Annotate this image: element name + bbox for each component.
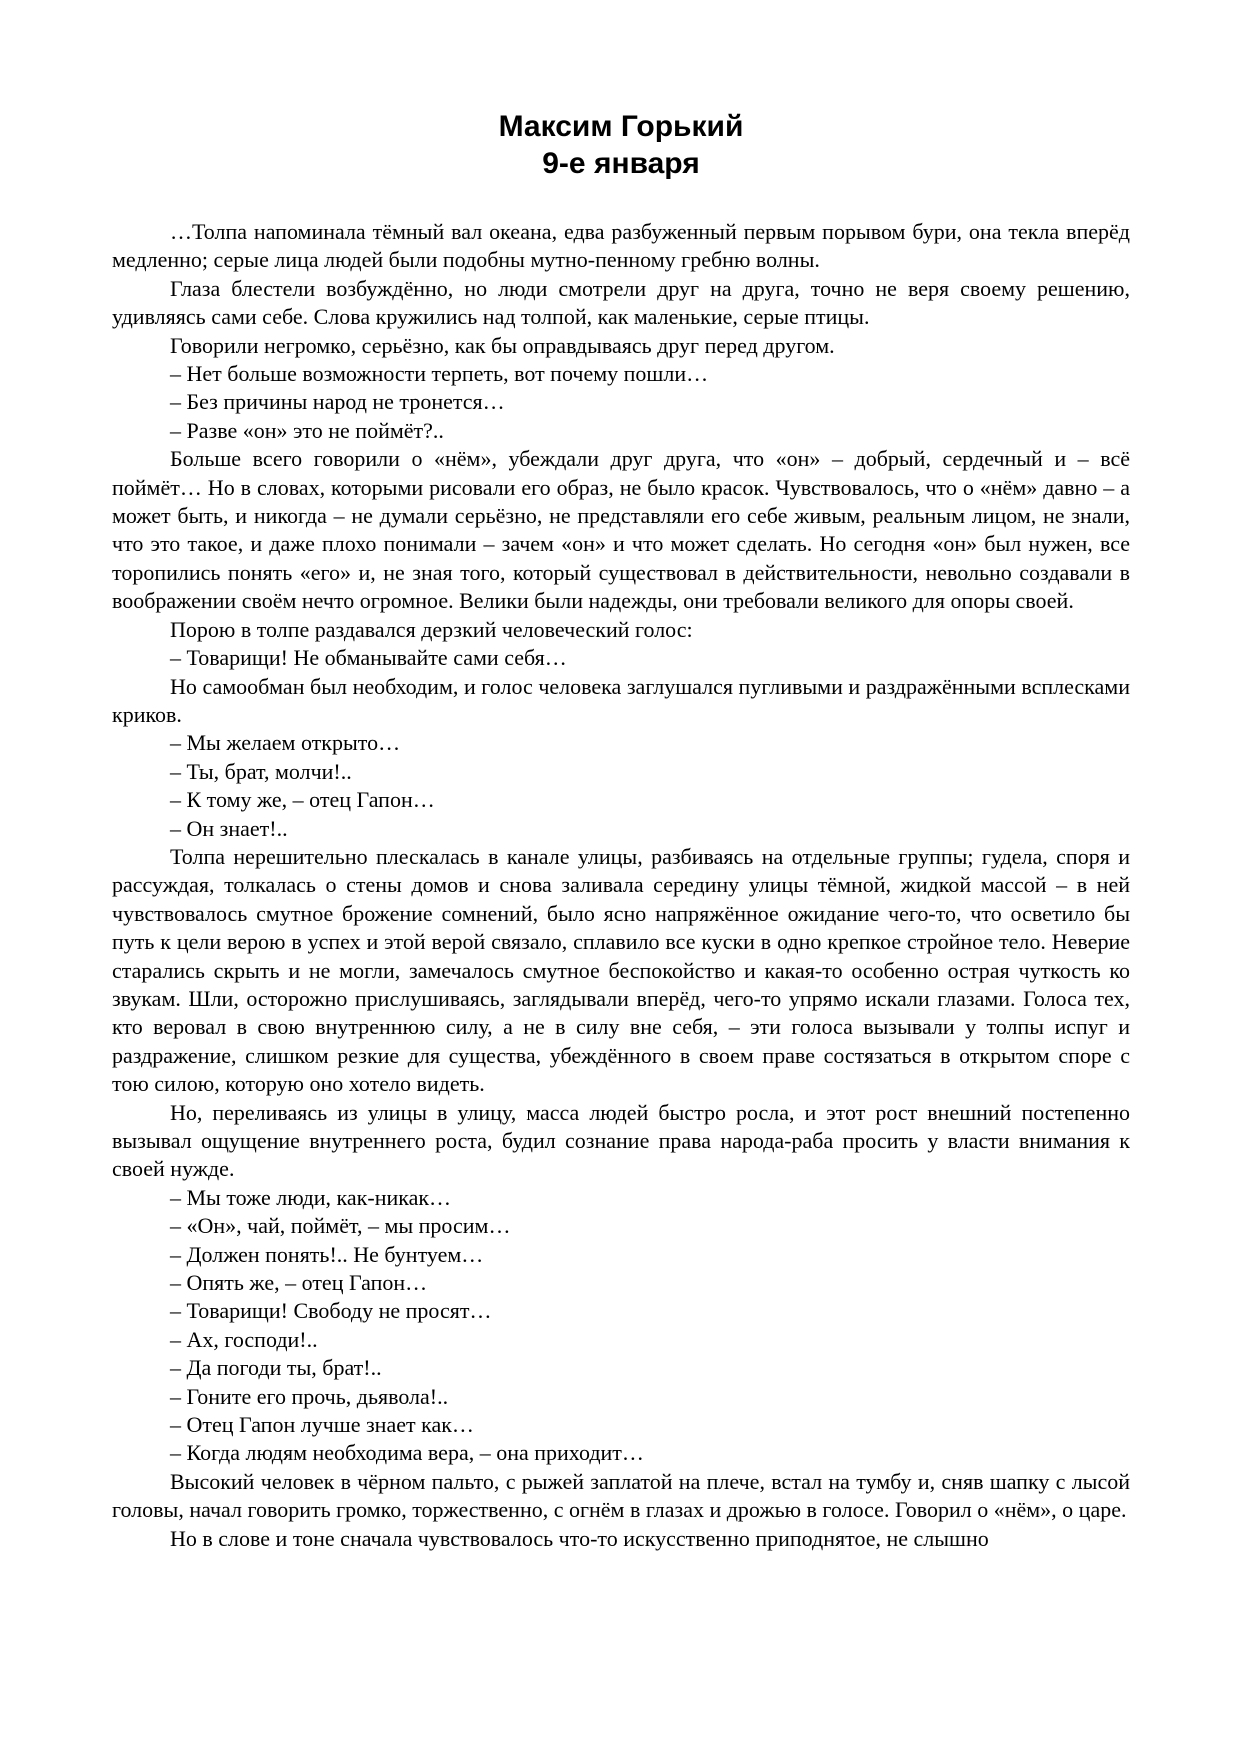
paragraph: Толпа нерешительно плескалась в канале улицы, разбиваясь на отдельные группы; гудела, споря и рассуждая, толкалась о стены домов и снова заливала середину улицы тёмной, жидкой массой – в ней чувствовалось смутное брожение сомнений, было ясно напряжённое ожидание чего-то, что осветило бы путь к цели верою в успех и этой верой связало, сплавило все куски в одно крепкое стройное тело. Неверие старались скрыть и не могли, замечалось смутное беспокойство и какая-то особенно острая чуткость ко звукам. Шли, осторожно прислушиваясь, заглядывали вперёд, чего-то упрямо искали глазами. Голоса тех, кто веровал в свою внутреннюю силу, а не в силу вне себя, – эти голоса вызывали у толпы испуг и раздражение, слишком резкие для существа, убеждённого в своем праве состязаться в открытом споре с тою силою, которую оно хотело видеть. (112, 843, 1130, 1097)
dialogue-line: – К тому же, – отец Гапон… (170, 787, 435, 813)
dialogue-line: – Ты, брат, молчи!.. (170, 758, 352, 784)
dialogue-line: – Опять же, – отец Гапон… (170, 1270, 428, 1296)
dialogue-line: – Должен понять!.. Не бунтуем… (170, 1241, 484, 1267)
paragraph: Но самообман был необходим, и голос человека заглушался пугливыми и раздражёнными всплесками криков. (112, 673, 1130, 727)
body-text (112, 218, 1130, 1553)
paragraph: Но в слове и тоне сначала чувствовалось что-то искусственно приподнятое, не слышно (170, 1525, 989, 1551)
dialogue-line: – Он знает!.. (170, 815, 288, 841)
dialogue-line: – Разве «он» это не поймёт?.. (170, 417, 444, 443)
dialogue-line: – Товарищи! Свободу не просят… (170, 1298, 492, 1324)
dialogue-line: – Да погоди ты, брат!.. (170, 1355, 382, 1381)
paragraph: Но, переливаясь из улицы в улицу, масса людей быстро росла, и этот рост внешний постепенно вызывал ощущение внутреннего роста, будил сознание права народа-раба просить у власти внимания к своей нужде. (112, 1099, 1130, 1182)
dialogue-line: – Отец Гапон лучше знает как… (170, 1412, 474, 1438)
paragraph: …Толпа напоминала тёмный вал океана, едва разбуженный первым порывом бури, она текла вперёд медленно; серые лица людей были подобны мутно-пенному гребню волны. (112, 219, 1130, 273)
paragraph: Высокий человек в чёрном пальто, с рыжей заплатой на плече, встал на тумбу и, сняв шапку с лысой головы, начал говорить громко, торжественно, с огнём в глазах и дрожью в голосе. Говорил о «нём», о царе. (112, 1468, 1130, 1523)
dialogue-line: – Когда людям необходима вера, – она приходит… (170, 1440, 644, 1466)
dialogue-line: – Товарищи! Не обманывайте сами себя… (170, 645, 567, 671)
title-block (0, 108, 1242, 182)
paragraph: Больше всего говорили о «нём», убеждали друг друга, что «он» – добрый, сердечный и – всё поймёт… Но в словах, которыми рисовали его образ, не было красок. Чувствовалось, что о «нём» давно – а может быть, и никогда – не думали серьёзно, не представляли его себе живым, реальным лицом, не знали, что это такое, и даже плохо понимали – зачем «он» и что может сделать. Но сегодня «он» был нужен, все торопились понять «его» и, не зная того, который существовал в действительности, невольно создавали в воображении своём нечто огромное. Велики были надежды, они требовали великого для опоры своей. (112, 446, 1130, 614)
author-name: Максим Горький (498, 110, 744, 143)
document-title: 9-е января (542, 147, 700, 180)
dialogue-line: – Гоните его прочь, дьявола!.. (170, 1383, 449, 1409)
dialogue-line: – Нет больше возможности терпеть, вот почему пошли… (170, 361, 709, 387)
dialogue-line: – Мы желаем открыто… (170, 730, 401, 756)
paragraph: Глаза блестели возбуждённо, но люди смотрели друг на друга, точно не веря своему решению, удивляясь сами себе. Слова кружились над толпой, как маленькие, серые птицы. (112, 275, 1130, 330)
dialogue-line: – Без причины народ не тронется… (170, 389, 505, 415)
paragraph: Порою в толпе раздавался дерзкий человеческий голос: (170, 616, 693, 642)
dialogue-line: – Мы тоже люди, как-никак… (170, 1184, 452, 1210)
dialogue-line: – «Он», чай, поймёт, – мы просим… (170, 1213, 511, 1239)
paragraph: Говорили негромко, серьёзно, как бы оправдываясь друг перед другом. (170, 332, 835, 358)
dialogue-line: – Ах, господи!.. (170, 1326, 318, 1352)
